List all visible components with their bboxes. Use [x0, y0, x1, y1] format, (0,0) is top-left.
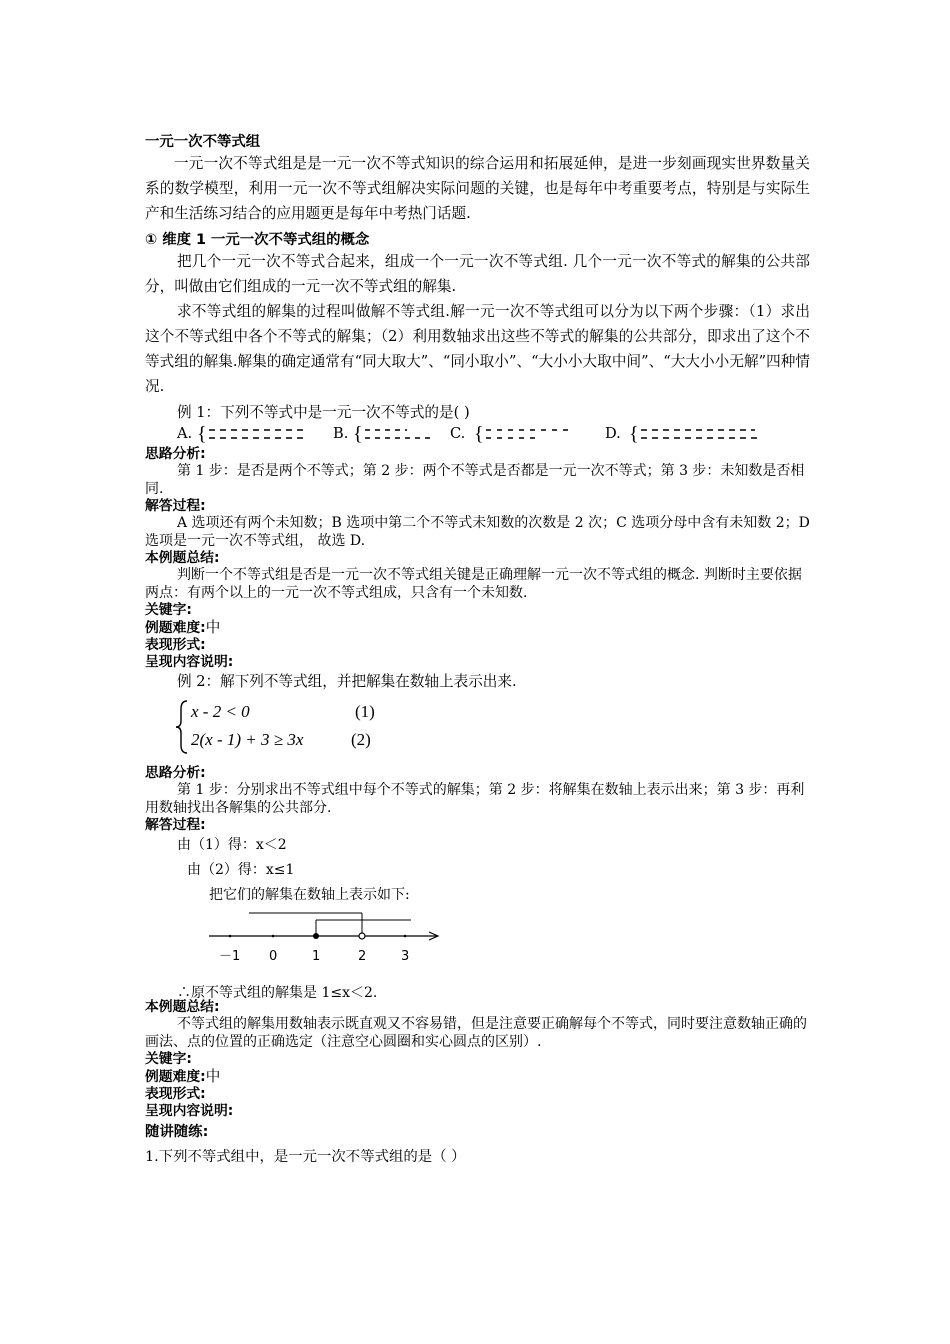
steps-paragraph: 求不等式组的解集的过程叫做解不等式组.解一元一次不等式组可以分为以下两个步骤：（1）求出这个不等式组中各个不等式的解集；（2）利用数轴求出这些不等式的解集的公共部分，即求出了这个不等式组的解集.解集的确定通常有“同大取大”、“同小取小”、“大小小大取中间”、“大大小小无解”四种情况. — [145, 303, 810, 395]
equation-2: 2(x - 1) + 3 ≥ 3x — [191, 730, 304, 749]
example2-difficulty-value: 中 — [205, 1068, 221, 1085]
example1-difficulty-value: 中 — [205, 619, 221, 636]
solid-point-1 — [313, 933, 319, 939]
example1-summary: 判断一个不等式组是否是一元一次不等式组关键是正确理解一元一次不等式组的概念. 判断时主要依据两点：有两个以上的一元一次不等式组成，只含有一个未知数. — [145, 567, 802, 601]
solution-step-1: 由（1）得：x＜2 — [177, 837, 287, 853]
practice-heading: 随讲随练: — [145, 1124, 209, 1140]
example1-question: 例 1：下列不等式中是一元一次不等式的是( ) — [177, 404, 470, 421]
option-c-formula — [470, 424, 580, 444]
doc-title: 一元一次不等式组 — [145, 134, 261, 150]
hollow-point-2 — [359, 933, 365, 939]
option-b — [333, 424, 439, 444]
option-a-label: A. — [177, 425, 193, 442]
example2-content-label: 呈现内容说明: — [145, 1103, 234, 1119]
practice-question-1: 1.下列不等式组中，是一元一次不等式组的是（ ） — [145, 1149, 466, 1165]
option-d-label: D. — [605, 425, 621, 442]
intro-paragraph: 一元一次不等式组是是一元一次不等式知识的综合运用和拓展延伸，是进一步刻画现实世界数量关系的数学模型，利用一元一次不等式组解决实际问题的关键，也是每年中考重要考点，特别是与实际生产和生活练习结合的应用题更是每年中考热门话题. — [145, 155, 810, 222]
example1-solution-label: 解答过程: — [145, 498, 206, 514]
option-c-label: C. — [450, 425, 466, 442]
example1-summary-label: 本例题总结: — [145, 550, 220, 566]
equation-1-number: (1) — [355, 702, 375, 721]
example1-body — [145, 446, 810, 671]
example2-analysis-label: 思路分析: — [145, 765, 206, 781]
example1-content-label: 呈现内容说明: — [145, 654, 234, 670]
example2-summary: 不等式组的解集用数轴表示既直观又不容易错，但是注意要正确解每个不等式，同时要注意数轴正确的画法、点的位置的正确选定（注意空心圆圈和实心圆点的区别）. — [145, 1016, 807, 1050]
system-brace — [175, 699, 189, 755]
example2-body — [145, 999, 810, 1120]
example2-difficulty-label: 例题难度: — [145, 1069, 206, 1085]
section-heading: ① 维度 1 一元一次不等式组的概念 — [145, 232, 370, 248]
option-a — [177, 424, 315, 444]
option-a-formula — [197, 424, 315, 444]
example2-form-label: 表现形式: — [145, 1086, 206, 1102]
example1-analysis-label: 思路分析: — [145, 446, 206, 462]
example2-summary-label: 本例题总结: — [145, 999, 220, 1015]
equation-1: x - 2 < 0 — [191, 702, 250, 721]
tick-label-neg1: －1 — [219, 949, 241, 964]
tick-label-3: 3 — [401, 949, 410, 964]
solution-conclusion: ∴原不等式组的解集是 1≤x＜2. — [177, 985, 378, 1001]
tick-mark-3 — [404, 935, 407, 938]
example1-difficulty-row — [145, 619, 810, 637]
option-d — [605, 424, 761, 444]
svg-text:{: { — [473, 424, 484, 444]
tick-label-1: 1 — [312, 949, 321, 964]
example2-analysis: 第 1 步：分别求出不等式组中每个不等式的解集；第 2 步：将解集在数轴上表示出来；第 3 步：再利用数轴找出各解集的公共部分. — [145, 782, 805, 816]
option-b-formula — [353, 424, 439, 444]
example2-question: 例 2：解下列不等式组，并把解集在数轴上表示出来. — [177, 673, 517, 690]
example1-keyword-label: 关键字: — [145, 602, 192, 618]
example2-analysis-block — [145, 765, 810, 834]
option-c — [450, 424, 580, 444]
equation-system — [175, 697, 435, 759]
svg-text:{: { — [629, 424, 640, 444]
example1-difficulty-label: 例题难度: — [145, 620, 206, 636]
option-b-label: B. — [333, 425, 349, 442]
number-line — [205, 906, 445, 968]
example2-solution-label: 解答过程: — [145, 817, 206, 833]
equation-2-number: (2) — [351, 730, 371, 749]
option-d-formula — [625, 424, 761, 444]
solution-step-2: 由（2）得：x≤1 — [187, 862, 295, 878]
tick-label-0: 0 — [269, 949, 278, 964]
tick-label-2: 2 — [358, 949, 367, 964]
example1-solution: A 选项还有两个未知数；B 选项中第二个不等式未知数的次数是 2 次；C 选项分母中含有未知数 2；D 选项是一元一次不等式组， 故选 D. — [145, 515, 810, 549]
tick-mark-0 — [272, 935, 275, 938]
solution-step-3: 把它们的解集在数轴上表示如下: — [209, 887, 410, 903]
example1-form-label: 表现形式: — [145, 637, 206, 653]
svg-text:{: { — [196, 424, 207, 444]
example2-keyword-label: 关键字: — [145, 1051, 192, 1067]
tick-mark-neg1 — [229, 935, 232, 938]
concept-paragraph: 把几个一元一次不等式合起来，组成一个一元一次不等式组. 几个一元一次不等式的解集的公共部分，叫做由它们组成的一元一次不等式组的解集. — [145, 253, 810, 295]
svg-text:{: { — [353, 424, 363, 444]
example1-analysis: 第 1 步：是否是两个不等式；第 2 步：两个不等式是否都是一元一次不等式；第 3 步：未知数是否相同. — [145, 463, 805, 497]
example2-difficulty-row — [145, 1068, 810, 1086]
